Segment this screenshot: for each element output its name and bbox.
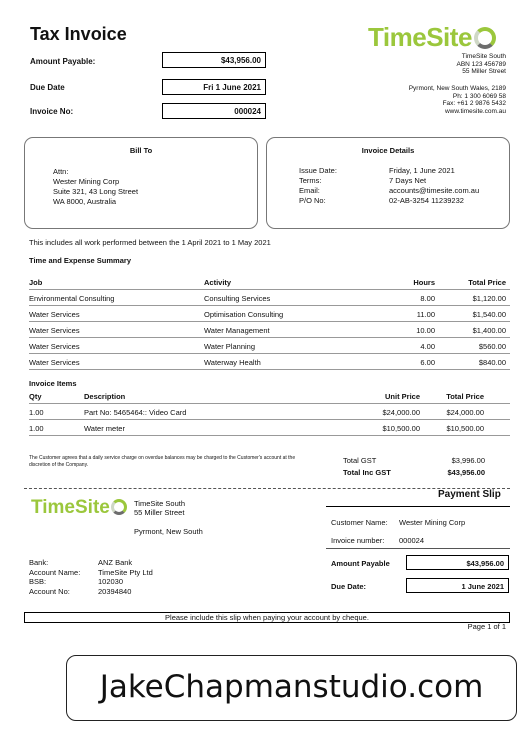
items-title: Invoice Items <box>29 379 77 388</box>
activity-cell: Consulting Services <box>204 294 271 303</box>
job-cell: Water Services <box>29 326 80 335</box>
bill-to-line: Attn: <box>53 167 69 176</box>
bank-values <box>98 558 153 596</box>
slip-due-label: Due Date: <box>331 582 367 591</box>
activity-cell: Optimisation Consulting <box>204 310 284 319</box>
invoice-details-box <box>266 137 510 229</box>
summary-title: Time and Expense Summary <box>29 256 131 265</box>
invoice-no-value: 000024 <box>162 103 266 119</box>
slip-logo-text: TimeSite <box>31 497 110 518</box>
account-no-value: 20394840 <box>98 586 132 596</box>
po-no-label: P/O No: <box>299 196 326 205</box>
table-row <box>29 322 510 338</box>
payment-slip-heading: Payment Slip <box>438 489 501 500</box>
company-web: www.timesite.com.au <box>444 107 506 115</box>
unit-price-cell: $24,000.00 <box>382 408 420 417</box>
company-fax: Fax: +61 2 9876 5432 <box>442 100 506 107</box>
total-price-cell: $10,500.00 <box>446 424 484 433</box>
job-cell: Environmental Consulting <box>29 294 115 303</box>
total-cell: $1,120.00 <box>472 294 506 303</box>
total-inc-gst-value: $43,956.00 <box>447 468 485 477</box>
total-inc-gst-label: Total Inc GST <box>343 468 391 477</box>
total-cell: $1,540.00 <box>472 310 506 319</box>
table-row <box>29 306 510 322</box>
company-phone: Ph: 1 300 6069 58 <box>452 92 506 100</box>
company-logo <box>368 22 496 53</box>
issue-date-label: Issue Date: <box>299 166 337 175</box>
description-cell: Water meter <box>84 424 125 433</box>
service-charge-note: The Customer agrees that a daily service charge on overdue balances may be charged to the Customer's account at the discretion of the Company. <box>29 455 296 468</box>
activity-cell: Water Planning <box>204 342 255 351</box>
hours-cell: 10.00 <box>416 326 435 335</box>
swirl-logo-icon <box>474 27 496 49</box>
bill-to-line: Suite 321, 43 Long Street <box>53 187 139 196</box>
slip-divider <box>326 506 510 507</box>
due-date-label: Due Date <box>30 83 65 92</box>
unit-price-cell: $10,500.00 <box>382 424 420 433</box>
total-cell: $560.00 <box>478 342 506 351</box>
watermark-text: JakeChapmanstudio.com <box>99 669 484 705</box>
hours-cell: 8.00 <box>420 294 435 303</box>
customer-name-label: Customer Name: <box>331 518 388 527</box>
account-no-label: Account No: <box>29 586 70 596</box>
total-cell: $1,400.00 <box>472 326 506 335</box>
invoice-details-labels <box>299 166 337 206</box>
job-cell: Water Services <box>29 310 80 319</box>
hours-cell: 11.00 <box>416 310 435 319</box>
company-city: Pyrmont, New South Wales, 2189 <box>408 85 506 92</box>
job-cell: Water Services <box>29 358 80 367</box>
bill-to-heading: Bill To <box>129 146 153 155</box>
page-number: Page 1 of 1 <box>467 622 506 631</box>
slip-amount-label: Amount Payable <box>331 559 390 568</box>
period-note: This includes all work performed between the 1 April 2021 to 1 May 2021 <box>29 238 271 247</box>
col-total-price: Total Price <box>446 392 484 401</box>
hours-cell: 4.00 <box>420 342 435 351</box>
invoice-number-value: 000024 <box>399 536 425 545</box>
company-info-top <box>456 53 506 76</box>
bsb-value: 102030 <box>98 577 124 586</box>
total-gst-value: $3,996.00 <box>451 456 485 465</box>
po-no-value: 02-AB-3254 11239232 <box>389 196 464 205</box>
bsb-label: BSB: <box>29 577 47 586</box>
amount-payable-label: Amount Payable: <box>30 57 96 66</box>
qty-cell: 1.00 <box>29 408 44 417</box>
table-row <box>29 420 510 436</box>
invoice-number-label: Invoice number: <box>331 536 385 545</box>
slip-company-street: 55 Miller Street <box>134 508 185 517</box>
slip-divider <box>326 548 510 549</box>
description-cell: Part No: 5465464:: Video Card <box>84 408 187 417</box>
hours-cell: 6.00 <box>420 358 435 367</box>
email-value[interactable]: accounts@timesite.com.au <box>389 186 480 195</box>
table-row <box>29 290 510 306</box>
qty-cell: 1.00 <box>29 424 44 433</box>
slip-logo <box>31 497 127 519</box>
summary-header-row <box>29 274 510 290</box>
account-name-label: Account Name: <box>29 567 81 577</box>
issue-date-value: Friday, 1 June 2021 <box>389 166 455 175</box>
bill-to-line: WA 8000, Australia <box>53 197 117 206</box>
col-job: Job <box>29 278 43 287</box>
bank-label: Bank: <box>29 558 49 567</box>
table-row <box>29 354 510 370</box>
customer-name-value: Wester Mining Corp <box>399 518 466 527</box>
col-total: Total Price <box>468 278 506 287</box>
terms-label: Terms: <box>299 176 322 185</box>
bank-value: ANZ Bank <box>98 558 133 567</box>
slip-company-address <box>134 499 185 517</box>
terms-value: 7 Days Net <box>389 176 427 185</box>
invoice-no-label: Invoice No: <box>30 107 74 116</box>
slip-amount-value: $43,956.00 <box>406 555 509 570</box>
col-hours: Hours <box>413 278 435 287</box>
cheque-note-bar <box>24 612 510 623</box>
due-date-value: Fri 1 June 2021 <box>162 79 266 95</box>
company-info-contact <box>409 85 506 115</box>
table-row <box>29 404 510 420</box>
bank-labels <box>29 558 80 596</box>
invoice-title: Tax Invoice <box>30 24 127 44</box>
col-unit-price: Unit Price <box>384 392 420 401</box>
cheque-note: Please include this slip when paying your account by cheque. <box>165 613 369 622</box>
col-description: Description <box>84 392 126 401</box>
company-street: 55 Miller Street <box>462 68 506 75</box>
col-activity: Activity <box>204 278 232 287</box>
items-header-row <box>29 388 510 404</box>
email-label: Email: <box>299 186 320 195</box>
company-abn: ABN 123 456789 <box>456 60 506 68</box>
total-cell: $840.00 <box>478 358 506 367</box>
invoice-details-heading: Invoice Details <box>361 146 415 155</box>
slip-company-city: Pyrmont, New South <box>134 527 203 536</box>
account-name-value: TimeSite Pty Ltd <box>98 567 153 577</box>
watermark-banner <box>66 655 517 721</box>
activity-cell: Waterway Health <box>204 358 261 367</box>
invoice-details-values <box>389 166 479 206</box>
col-qty: Qty <box>29 392 42 401</box>
bill-to-lines <box>53 167 257 207</box>
swirl-logo-icon <box>111 499 127 515</box>
amount-payable-value: $43,956.00 <box>162 52 266 68</box>
company-name: TimeSite South <box>461 53 506 60</box>
activity-cell: Water Management <box>204 326 270 335</box>
job-cell: Water Services <box>29 342 80 351</box>
slip-company-name: TimeSite South <box>134 499 185 508</box>
total-gst-label: Total GST <box>343 456 377 465</box>
bill-to-line: Wester Mining Corp <box>53 177 120 186</box>
table-row <box>29 338 510 354</box>
company-logo-text: TimeSite <box>368 22 472 52</box>
total-price-cell: $24,000.00 <box>446 408 484 417</box>
bill-to-box <box>24 137 258 229</box>
slip-due-value: 1 June 2021 <box>406 578 509 593</box>
